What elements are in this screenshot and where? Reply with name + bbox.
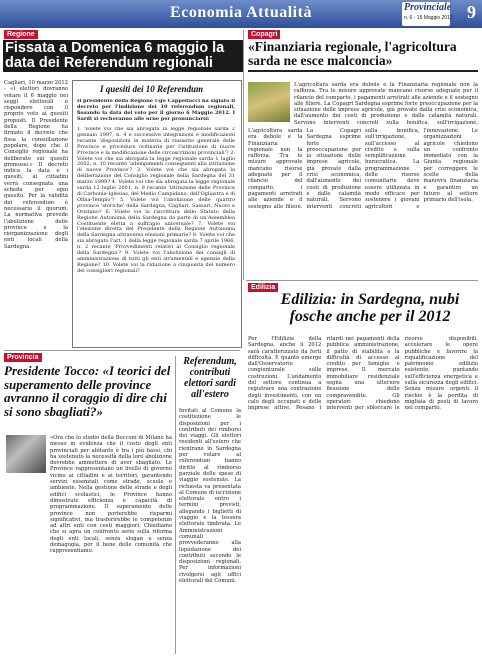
section-divider	[4, 350, 240, 351]
section-title: Economia Attualità	[170, 4, 312, 21]
provincia-headline: Presidente Tocco: «I teorici del superamento delle province avranno il coraggio di dire chi si sono sbagliati?»	[4, 363, 171, 419]
issue-date: n. 6 - 15 Maggio 2012	[404, 15, 453, 21]
section-label-copagri: Copagri	[248, 30, 280, 39]
agriculture-photo	[248, 82, 290, 122]
section-divider	[246, 280, 478, 281]
section-label-provincia: Provincia	[4, 353, 42, 362]
column-divider	[243, 30, 244, 280]
referendum-sidebar-title: Referendum, contributi elettori sardi all'estero	[183, 356, 237, 400]
quesiti-title: I quesiti dei 10 Referendum	[100, 84, 203, 94]
regione-body: Cagliari, 10 marzo 2012 - «I elettori dovranno votare il 6 maggio nei seggi elettorali e rispondere con il proprio voto ai quesiti proposti. Il Presidente della Regione ha firmato il decreto che fissa la consultazione popolare, dopo che il Consiglio regionale ha deliberato sui quesiti promossi.» Il decreto indica la data e i quesiti, ai cittadini verrà consegnata una scheda per ogni quesito. Per la validità dei referendum è necessario il quorum. La normativa prevede l'abolizione delle province e la riorganizzazione degli enti locali della Sardegna.	[4, 80, 68, 250]
edilizia-body: Per l'Edilizia della Sardegna, anche il 2012 sarà caratterizzato da forti difficoltà. È quanto emerge dall'Osservatorio congiunturale sulle costruzioni. L'andamento del settore continua a registrare una contrazione degli investimenti, con un calo degli occupati e delle imprese attive. Pesano i ritardi nei pagamenti della pubblica amministrazione, il patto di stabilità e la difficoltà di accesso al credito per famiglie e imprese. Il mercato immobiliare residenziale segna una ulteriore flessione delle compravendite. Gli operatori chiedono interventi per sbloccare le risorse disponibili, accelerare le opere pubbliche e favorire la riqualificazione del patrimonio edilizio esistente, puntando sull'efficienza energetica e sulla sicurezza degli edifici. Senza misure urgenti il rischio è la perdita di migliaia di posti di lavoro nel comparto.	[248, 336, 478, 412]
quesiti-intro: Il presidente della Regione Ugo Cappellacci ha siglato il decreto per l'indizione dei 10 referendum regionali, fissando la data del voto per il giorno 6 Maggio 2012. I Sardi si recheranno alle urne per pronunciarsi:	[77, 99, 235, 122]
regione-headline: Fissata a Domenica 6 maggio la data dei Referendum regionali	[3, 40, 243, 72]
president-photo	[6, 435, 46, 473]
referendum-sidebar-body: Invitati al Comune la costituzione le disposizioni per i contributi dei rimborsi dei viaggi. Gli elettori residenti all'estero che rientrano in Sardegna per votare al referendum hanno diritto al rimborso parziale delle spese di viaggio sostenute. La richiesta va presentata al Comune di iscrizione elettorale entro i termini previsti, allegando i biglietti di viaggio e la tessera elettorale timbrata. Le Amministrazioni comunali provvederanno alla liquidazione dei contributi secondo le disposizioni regionali. Per informazioni rivolgersi agli uffici elettorali dei Comuni.	[179, 408, 241, 585]
section-label-edilizia: Edilizia	[248, 283, 278, 292]
logo-name: Provinciale	[404, 2, 452, 13]
copagri-body: L'agricoltura sarda era debole e la Finanziaria regionale non la rafforza. Tra le misure approvate mancano risorse adeguate per il rilancio del comparto, i pagamenti arretrati alle aziende e il sostegno alle filiere. La Copagri Sardegna esprime forte preoccupazione per la situazione delle imprese agricole, già provate dalla crisi economica, dall'aumento dei costi di produzione e dalle calamità naturali. Servono interventi concreti sulla bonifica, sull'irrigazione, sull'accesso al credito e sulla semplificazione burocratica. La programmazione delle risorse comunitarie deve essere utilizzata in modo efficace per sostenere i giovani agricoltori e l'innovazione. Le organizzazioni agricole chiedono un confronto immediato con la Giunta regionale per correggere le scelte della manovra finanziaria e garantire un futuro al settore primario dell'isola.	[248, 128, 478, 210]
copagri-intro: L'agricoltura sarda era debole e la Finanziaria regionale non la rafforza. Tra le misure approvate mancano risorse adeguate per il rilancio del comparto, i pagamenti arretrati alle aziende e il sostegno alle filiere. La Copagri Sardegna esprime forte preoccupazione per la situazione delle imprese agricole, già provate dalla crisi economica, dall'aumento dei costi di produzione e dalle calamità naturali. Servono interventi concreti sulla bonifica, sull'irrigazione,	[294, 82, 478, 126]
newspaper-logo	[402, 2, 453, 26]
quesiti-list: 1. Volete voi che sia abrogata la legge regionale sarda 2 gennaio 1997, n. 4 e successive integrazioni e modificazioni recante 'disposizioni in materia di riassetto generale delle Province e procedure ordinarie per l'istituzione di nuove Province e la modificazione delle circoscrizioni provinciali'? 2. Volete voi che sia abrogata la legge regionale sarda 1 luglio 2002, n. 10 recante 'adempimenti conseguenti alla istituzione di nuove Province'? 3. Volete voi che sia abrogata la deliberazione del Consiglio regionale della Sardegna del 31 marzo 1999? 4. Volete voi che sia abrogata la legge regionale sarda 12 luglio 2001, n. 9 recante 'istituzione delle Province di Carbonia-Iglesias, del Medio Campidano, dell'Ogliastra e di Olbia-Tempio'? 5. Volete voi l'abolizione delle quattro province 'storiche' della Sardegna, Cagliari, Sassari, Nuoro e Oristano? 6. Volete voi la riscrittura dello Statuto della Regione Autonoma della Sardegna da parte di un'Assemblea Costituente eletta a suffragio universale? 7. Volete voi l'elezione diretta del Presidente della Regione Autonoma della Sardegna attraverso elezioni primarie? 8. Volete voi che sia abrogato l'art. 1 della legge regionale sarda 7 aprile 1966, n. 2 recante 'Provvedimenti relativi al Consiglio regionale della Sardegna'? 9. Volete voi l'abolizione dei consigli di amministrazione di tutti gli enti strumentali e agenzie della Regione? 10. Volete voi la riduzione a cinquanta del numero dei consiglieri regionali?	[77, 127, 235, 274]
edilizia-headline: Edilizia: in Sardegna, nubi fosche anche per il 2012	[280, 291, 460, 325]
page-number: 9	[467, 2, 476, 22]
column-divider	[175, 356, 176, 654]
provincia-body: «Ora che lo studio della Bocconi di Milano ha messo in evidenza che il costo degli enti provinciali per abitante è tra i più bassi, chi ha sostenuto la necessità della loro abolizione dovrebbe ammettere di aver sbagliato. Le Province rappresentano un livello di governo vicino ai cittadini e ai territori, garantendo servizi essenziali come strade, scuole e ambiente. Nella gestione delle strade e degli edifici scolastici, le Province hanno dimostrato efficienza e capacità di programmazione. Il superamento delle province non porterebbe risparmi significativi, ma trasferirebbe le competenze ad altri enti con costi maggiori. Chiediamo che si apra un confronto serio sulla riforma degli enti locali, senza slogan e senza demagogia, per il bene delle comunità che rappresentiamo.	[50, 435, 172, 555]
copagri-headline: «Finanziaria regionale, l'agricoltura sarda ne esce malconcia»	[248, 40, 478, 72]
section-label-regione: Regione	[4, 30, 38, 39]
